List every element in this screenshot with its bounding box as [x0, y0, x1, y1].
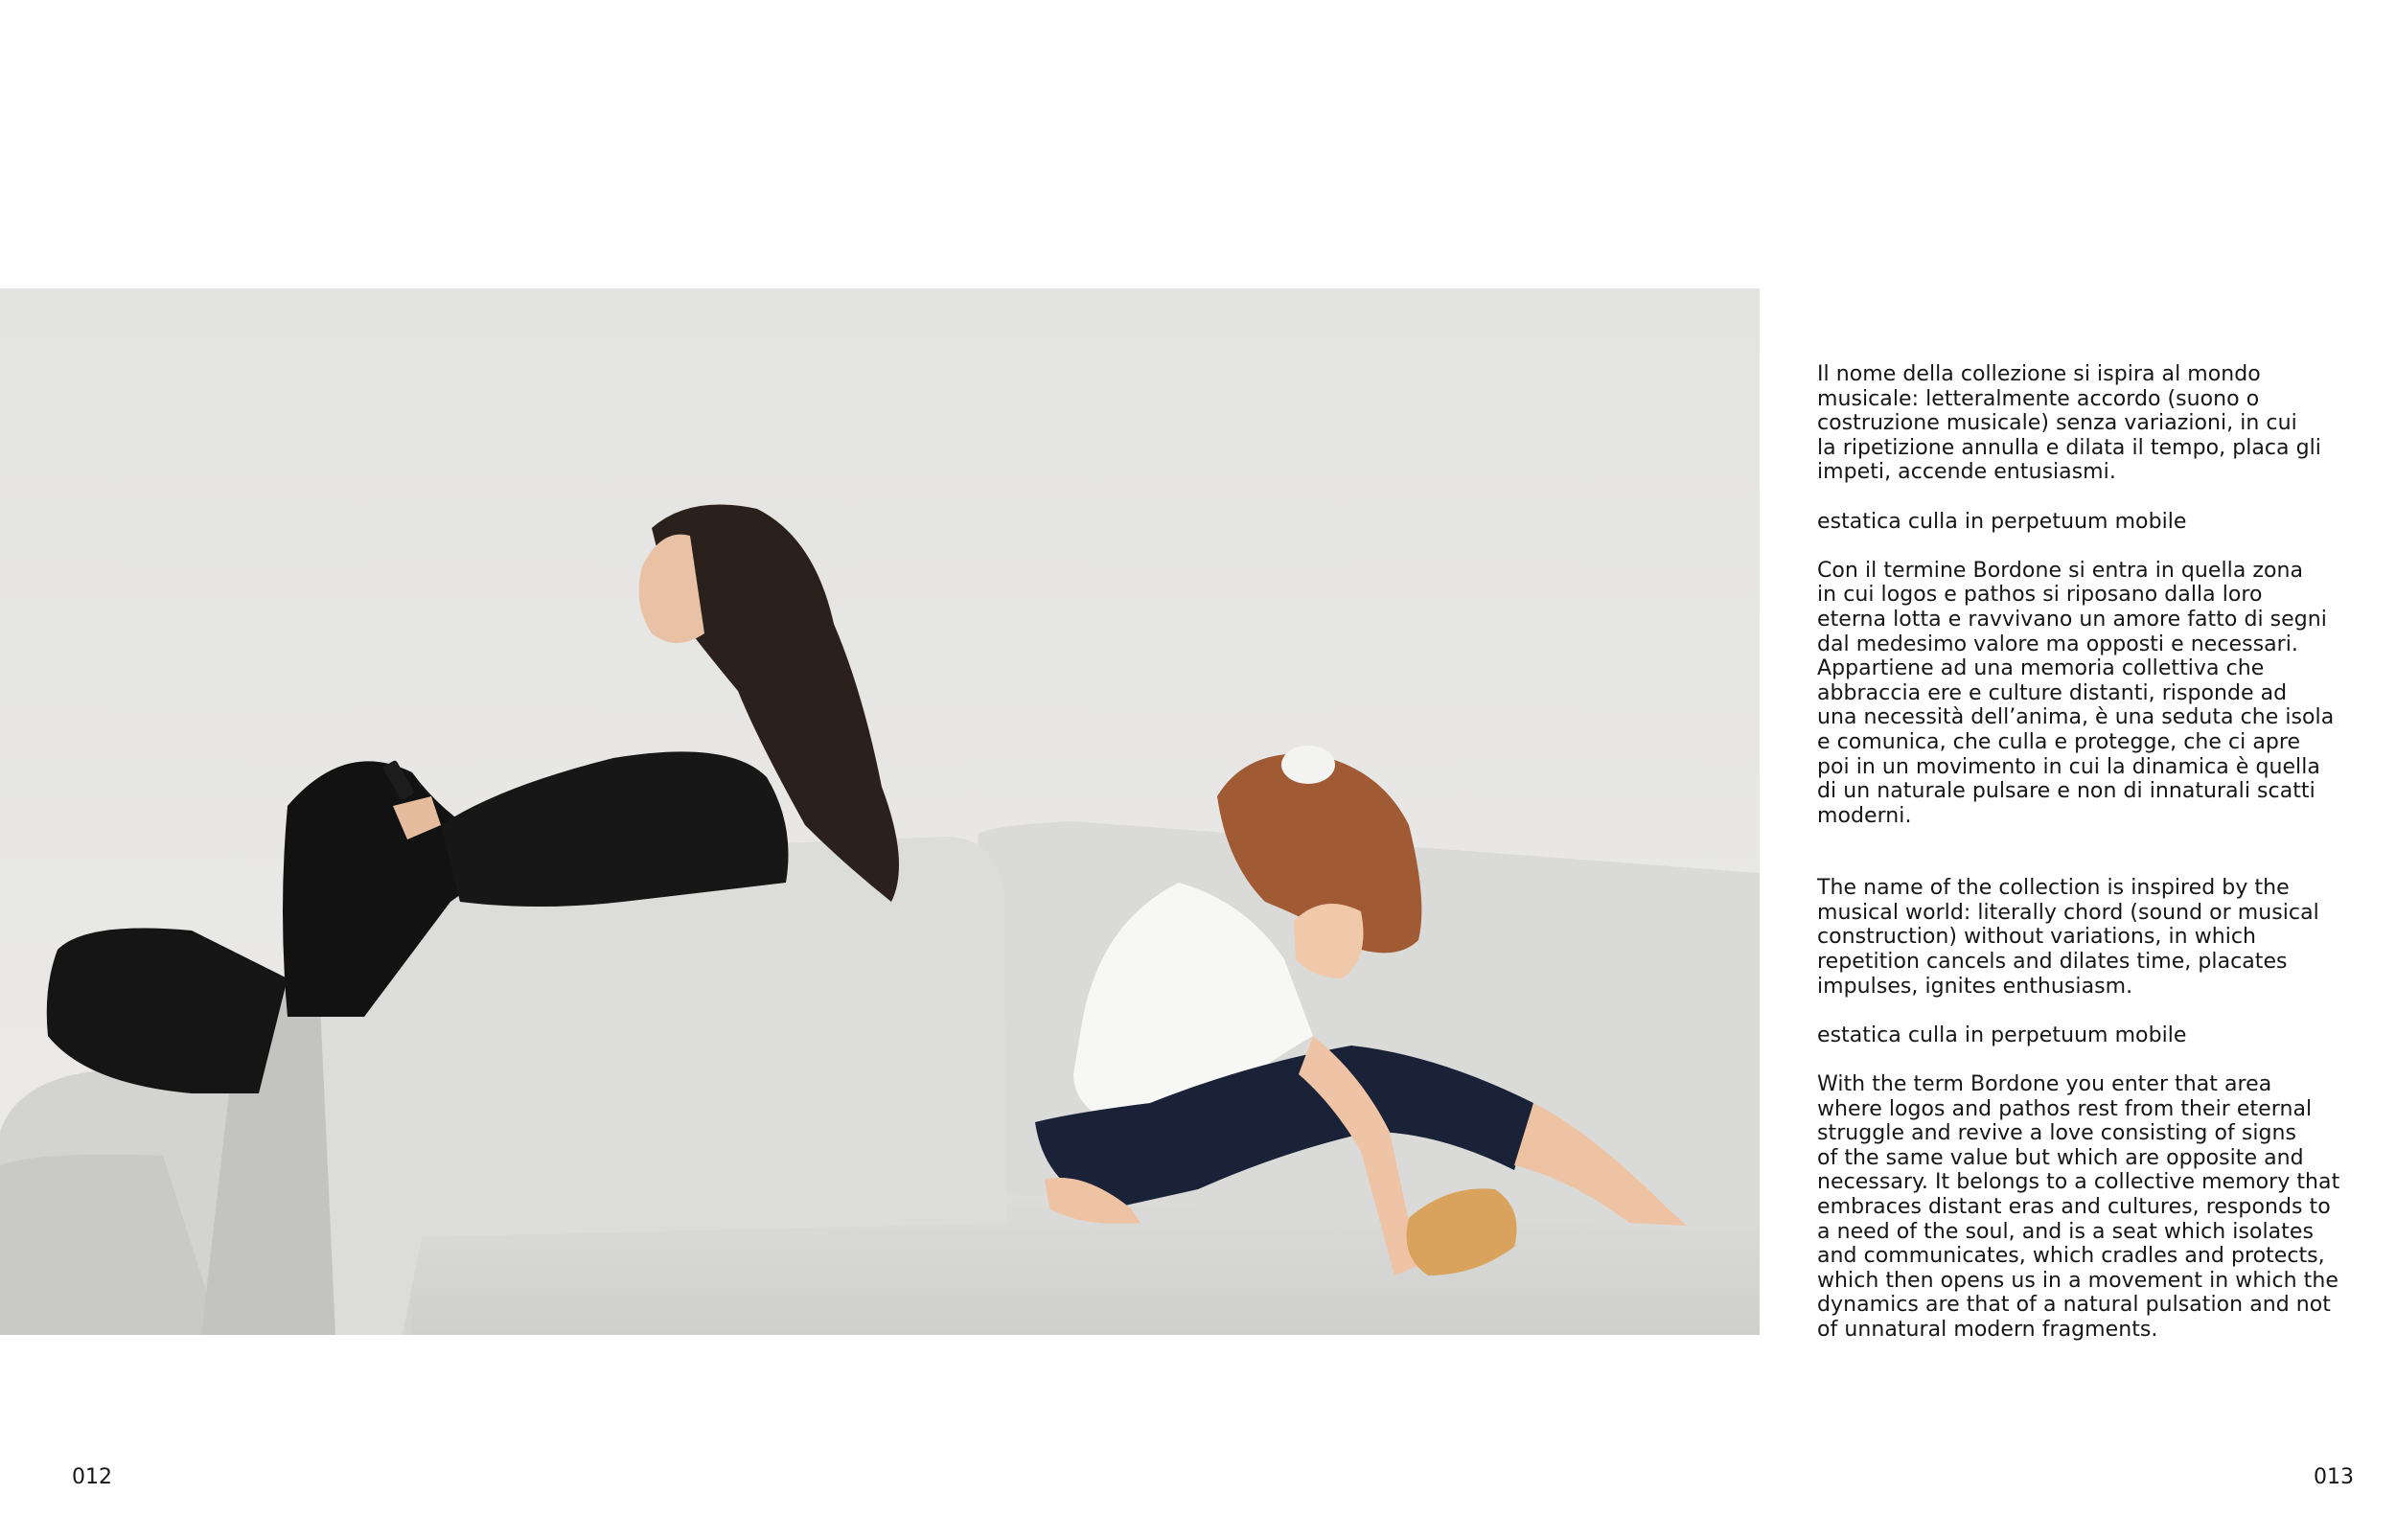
italian-paragraph-2: Con il termine Bordone si entra in quella zona in cui logos e pathos si riposano dalla loro eterna lotta e ravvivano un amore fatto di segni dal medesimo valore ma opposti e necessari. Appartiene ad una memoria collettiva che abbraccia ere e culture distanti, risponde ad una necessità dell’anima, è una seduta che isola e comunica, che culla e protegge, che ci apre poi in un movimento in cui la dinamica è quella di un naturale pulsare e non di innaturali scatti moderni.	[1817, 558, 2335, 828]
page-number-left: 012	[72, 1465, 112, 1489]
photo-illustration	[0, 288, 1760, 1335]
english-paragraph-2: With the term Bordone you enter that area where logos and pathos rest from their eternal struggle and revive a love consisting of signs of the same value but which are opposite and necessary. It belongs to a collective memory that embraces distant eras and cultures, responds to a need of the soul, and is a seat which isolates and communicates, which cradles and protects, which then opens us in a movement in which the dynamics are that of a natural pulsation and not of unnatural modern fragments.	[1817, 1072, 2340, 1342]
child-scrunchie	[1281, 746, 1335, 784]
spacer	[1817, 828, 2354, 876]
spacer	[1817, 534, 2354, 559]
spacer	[1817, 999, 2354, 1023]
spacer	[1817, 485, 2354, 510]
sofa-photo	[0, 288, 1760, 1335]
italian-paragraph-1: Il nome della collezione si ispira al mondo musicale: letteralmente accordo (suono o costruzione musicale) senza variazioni, in cui la ripetizione annulla e dilata il tempo, placa gli impeti, accende entusiasmi.	[1817, 362, 2321, 485]
italian-tagline: estatica culla in perpetuum mobile	[1817, 509, 2187, 534]
page-number-right: 013	[2314, 1465, 2354, 1489]
text-column	[1817, 362, 2354, 1343]
spacer	[1817, 1047, 2354, 1072]
english-paragraph-1: The name of the collection is inspired by the musical world: literally chord (sound or musical construction) without variations, in which repetition cancels and dilates time, placates impulses, ignites enthusiasm.	[1817, 876, 2319, 999]
english-tagline: estatica culla in perpetuum mobile	[1817, 1023, 2187, 1047]
